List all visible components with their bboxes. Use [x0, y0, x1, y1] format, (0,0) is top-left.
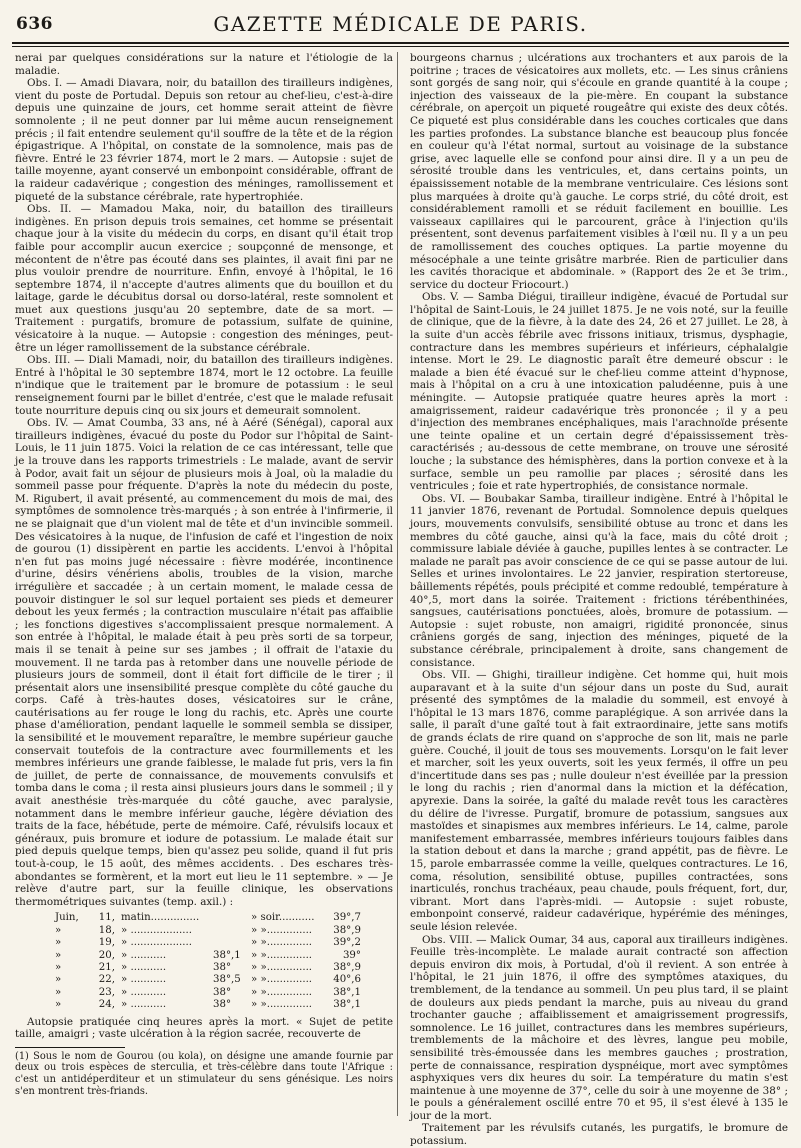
- temperature-table: [55, 912, 393, 1011]
- page-number: 636: [16, 14, 53, 34]
- temperature-row: » 20, » ........... 38°,1 » ».............. 39°: [55, 949, 361, 961]
- observation-5: Obs. V. — Samba Diégui, tirailleur indigène, évacué de Portudal sur l'hôpital de Saint-Louis, le 24 juillet 1875. Je ne vois noté, sur la feuille de clinique, que de la fièvre, à la date des 24, 26 et 27 juillet. Le 28, à la suite d'un accès fébrile avec frissons initiaux, trismus, dysphagie, contracture dans les membres supérieurs et inférieurs, céphalalgie intense. Mort le 29. Le diagnostic paraît être demeuré obscur : le malade a bien été évacué sur le chef-lieu comme atteint d'hypnose, mais à l'hôpital on a cru à une intoxication paludéenne, puis à une méningite. — Autopsie pratiquée quatre heures après la mort : amaigrissement, raideur cadavérique très prononcée ; il y a peu d'injection des membranes encéphaliques, mais l'arachnoïde présente une teinte opaline et un certain degré d'épaississement très-caractérisés ; au-dessous de cette membrane, on trouve une sérosité louche ; la substance des hémisphères, dans la portion convexe et à la surface, semble un peu ramollie par places ; sérosité dans les ventricules ; foie et rate hypertrophiés, de consistance normale.: [410, 291, 788, 493]
- header-rule-thin: [12, 46, 789, 47]
- observation-6: Obs. VI. — Boubakar Samba, tirailleur indigène. Entré à l'hôpital le 11 janvier 1876, revenant de Portudal. Somnolence depuis quelques jours, mouvements convulsifs, sensibilité obtuse au tronc et dans les membres du côté gauche, ainsi qu'à la face, mais du côté droit ; commissure labiale déviée à gauche, pupilles lentes à se contracter. Le malade ne paraît pas avoir conscience de ce qui se passe autour de lui. Selles et urines involontaires. Le 22 janvier, respiration stertoreuse, bâillements répétés, pouls précipité et comme redoublé, température à 40°,5, mort dans la soirée. Traitement : frictions térébenthinées, sangsues, cautérisations ponctuées, aloès, bromure de potassium. — Autopsie : sujet robuste, non amaigri, rigidité prononcée, sinus crâniens gorgés de sang, injection des méninges, piqueté de la substance cérébrale, principalement à droite, sans changement de consistance.: [410, 492, 788, 669]
- left-column: [15, 52, 393, 1122]
- paragraph-continuation: nerai par quelques considérations sur la nature et l'étiologie de la maladie.: [15, 52, 393, 77]
- temperature-row: » 21, » ........... 38° » ».............. 38°,9: [55, 962, 361, 973]
- observation-3: Obs. III. — Diali Mamadi, noir, du bataillon des tirailleurs indigènes. Entré à l'hôpital le 30 septembre 1874, mort le 12 octobre. La feuille n'indique que le traitement par le bromure de potassium : le seul renseignement fourni par le billet d'entrée, c'est que le malade refusait toute nourriture depuis cinq ou six jours et demeurait somnolent.: [15, 354, 393, 417]
- treatment-paragraph: Traitement par les révulsifs cutanés, les purgatifs, le bromure de potassium.: [410, 1122, 788, 1148]
- observation-4: Obs. IV. — Amat Coumba, 33 ans, né à Aéré (Sénégal), caporal aux tirailleurs indigènes, évacué du poste du Podor sur l'hôpital de Saint-Louis, le 11 juin 1875. Voici la relation de ce cas intéressant, telle que je la trouve dans les rapports trimestriels : Le malade, avant de servir à Podor, avait fait un séjour de plusieurs mois à Joal, où la maladie du sommeil passe pour fréquente. D'après la note du médecin du poste, M. Rigubert, il avait présenté, au commencement du mois de mai, des symptômes de somnolence très-marqués ; à son entrée à l'infirmerie, il ne se plaignait que d'un violent mal de tête et d'un invincible sommeil. Des vésicatoires à la nuque, de l'infusion de café et l'ingestion de noix de gourou (1) dissipèrent en partie les accidents. L'envoi à l'hôpital n'en fut pas moins jugé nécessaire : fièvre modérée, incontinence d'urine, désirs vénériens abolis, troubles de la vision, marche irrégulière et saccadée ; à un certain moment, le malade cessa de pouvoir distinguer le sol sur lequel portaient ses pieds et demeurer debout les yeux fermés ; la contraction musculaire n'était pas affaiblie ; les fonctions digestives s'accomplissaient presque normalement. A son entrée à l'hôpital, le malade était à peu près sorti de sa torpeur, mais il se tenait à peine sur ses jambes ; il offrait de l'ataxie du mouvement. Il ne tarda pas à retomber dans une nouvelle période de plusieurs jours de sommeil, dont il était fort difficile de le tirer ; il présentait alors une insensibilité presque complète du côté gauche du corps. Café à très-hautes doses, vésicatoires sur le crâne, cautérisations au fer rouge le long du rachis, etc. Après une courte phase d'amélioration, pendant laquelle le sommeil sembla se dissiper, la sensibilité et le mouvement reparaître, le membre supérieur gauche conservait toutefois de la contracture avec fourmillements et les membres inférieurs une grande faiblesse, le malade fut pris, vers la fin de juillet, de perte de connaissance, de mouvements convulsifs et tomba dans le coma ; il resta ainsi plusieurs jours dans le sommeil ; il y avait anesthésie très-marquée du côté gauche, avec paralysie, notamment dans le membre inférieur gauche, légère déviation des traits de la face, hébétude, perte de mémoire. Café, révulsifs locaux et généraux, puis bromure et iodure de potassium. Le malade était sur pied depuis quelque temps, bien qu'assez peu solide, quand il fut pris tout-à-coup, le 15 août, des mêmes accidents. . Des eschares très-abondantes se formèrent, et la mort eut lieu le 11 septembre. » — Je relève d'autre part, sur la feuille clinique, les observations thermométriques suivantes (temp. axil.) :: [15, 417, 393, 908]
- column-divider: [397, 52, 398, 1116]
- header-rule-thick: [12, 42, 789, 44]
- page-header: [12, 8, 789, 40]
- temperature-row: Juin, 11, matin............... » soir........... 39°,7: [55, 912, 361, 924]
- temperature-row: » 22, » ........... 38°,5 » ».............. 40°,6: [55, 974, 361, 986]
- observation-2: Obs. II. — Mamadou Maka, noir, du bataillon des tirailleurs indigènes. En prison depuis trois semaines, cet homme se présentait chaque jour à la visite du médecin du corps, en disant qu'il était trop faible pour accomplir aucun exercice ; soupçonné de mensonge, et mécontent de n'être pas écouté dans ses plaintes, il avait fini par ne plus vouloir prendre de nourriture. Enfin, envoyé à l'hôpital, le 16 septembre 1874, il n'accepte d'autres aliments que du bouillon et du laitage, garde le décubitus dorsal ou dorso-latéral, reste somnolent et muet aux questions jusqu'au 20 septembre, date de sa mort. — Traitement : purgatifs, bromure de potassium, sulfate de quinine, vésicatoire à la nuque. — Autopsie : congestion des méninges, peut-être un léger ramollissement de la substance cérébrale.: [15, 203, 393, 354]
- autopsy-paragraph: Autopsie pratiquée cinq heures après la mort. « Sujet de petite taille, amaigri ; vaste ulcération à la région sacrée, recouverte de: [15, 1015, 393, 1041]
- footnote-rule: [15, 1047, 125, 1048]
- temperature-row: » 19, » ................... » ».............. 39°,2: [55, 937, 361, 949]
- right-column: [410, 52, 788, 1148]
- temperature-row: » 24, » ........... 38° » ».............. 38°,1: [55, 999, 361, 1011]
- paragraph-continuation: bourgeons charnus ; ulcérations aux trochanters et aux parois de la poitrine ; traces de vésicatoires aux mollets, etc. — Les sinus crâniens sont gorgés de sang noir, qui s'écoule en grande quantité à la coupe ; injection des vaisseaux de la pie-mère. En coupant la substance cérébrale, on aperçoit un piqueté rougeâtre qui existe des deux côtés. Ce piqueté est plus considérable dans les couches corticales que dans les parties profondes. La substance blanche est beaucoup plus foncée en couleur qu'à l'état normal, surtout au voisinage de la substance grise, avec laquelle elle se confond pour ainsi dire. Il y a un peu de sérosité trouble dans les ventricules, et, dans certains points, un épaississement notable de la membrane ventriculaire. Ces lésions sont plus marquées à droite qu'à gauche. Le corps strié, du côté droit, est considérablement ramolli et se réduit facilement en bouillie. Les vaisseaux capillaires qui le parcourent, grâce à l'injection qu'ils présentent, sont devenus parfaitement visibles à l'œil nu. Il y a un peu de ramollissement des couches optiques. La partie moyenne du mésocéphale a une teinte grisâtre marbrée. Rien de particulier dans les cavités thoracique et abdominale. » (Rapport des 2e et 3e trim., service du docteur Friocourt.): [410, 52, 788, 291]
- observation-7: Obs. VII. — Ghighi, tirailleur indigène. Cet homme qui, huit mois auparavant et à la suite d'un séjour dans un poste du Sud, aurait présenté des symptômes de la maladie du sommeil, est envoyé à l'hôpital le 13 mars 1876, comme paraplégique. A son arrivée dans la salle, il paraît d'une gaîté tout à fait extraordinaire, jette sans motifs de grands éclats de rire quand on s'approche de son lit, mais ne parle guère. Couché, il jouit de tous ses mouvements. Lorsqu'on le fait lever et marcher, soit les yeux ouverts, soit les yeux fermés, il offre un peu d'incertitude dans ses pas ; nulle douleur n'est éveillée par la pression le long du rachis ; rien d'anormal dans la miction et la défécation, apyrexie. Dans la soirée, la gaîté du malade revêt tous les caractères du délire de l'ivresse. Purgatif, bromure de potassium, sangsues aux mastoïdes et sinapismes aux membres inférieurs. Le 14, calme, parole manifestement embarrassée, membres inférieurs toujours faibles dans la station debout et dans la marche ; grand appétit, pas de fièvre. Le 15, parole embarrassée comme la veille, quelques contractures. Le 16, coma, résolution, sensibilité obtuse, pupilles contractées, sons inarticulés, ronchus trachéaux, peau chaude, pouls fréquent, fort, dur, vibrant. Mort dans l'après-midi. — Autopsie : sujet robuste, embonpoint conservé, raideur cadavérique, hypérémie des méninges, seule lésion relevée.: [410, 669, 788, 933]
- observation-1: Obs. I. — Amadi Diavara, noir, du bataillon des tirailleurs indigènes, vient du poste de Portudal. Depuis son retour au chef-lieu, c'est-à-dire depuis une quinzaine de jours, cet homme serait atteint de fièvre somnolente ; il ne peut donner par lui même aucun renseignement précis ; il fait entendre seulement qu'il souffre de la tête et de la région épigastrique. A l'hôpital, on constate de la somnolence, mais pas de fièvre. Entré le 23 février 1874, mort le 2 mars. — Autopsie : sujet de taille moyenne, ayant conservé un embonpoint considérable, offrant de la raideur cadavérique ; congestion des méninges, ramollissement et piqueté de la substance cérébrale, rate hypertrophiée.: [15, 77, 393, 203]
- temperature-row: » 18, » ................... » ».............. 38°,9: [55, 924, 361, 936]
- running-title: GAZETTE MÉDICALE DE PARIS.: [213, 12, 588, 36]
- footnote: (1) Sous le nom de Gourou (ou kola), on désigne une amande fournie par deux ou trois espèces de sterculia, et très-célèbre dans toute l'Afrique : c'est un antidéperditeur et un stimulateur du sens génésique. Les noirs s'en montrent très-friands.: [15, 1050, 393, 1097]
- temperature-row: » 23, » ........... 38° » ».............. 38°,1: [55, 986, 361, 998]
- observation-8: Obs. VIII. — Malick Oumar, 34 aus, caporal aux tirailleurs indigènes. Feuille très-incomplète. Le malade aurait contracté son affection depuis environ dix mois, à Portudal, d'où il revient. A son entrée à l'hôpital, le 21 juin 1876, il offre des symptômes ataxiques, du tremblement, de la tendance au sommeil. Un peu plus tard, il se plaint de douleurs aux pieds pendant la marche, puis au niveau du grand trochanter gauche ; affaiblissement et amaigrissement progressifs, somnolence. Le 16 juillet, contractures dans les membres supérieurs, tremblements de la mâchoire et des lèvres, langue peu mobile, sensibilité très-émoussée dans les membres gauches ; prostration, perte de connaissance, respiration dyspnéique, mort avec symptômes asphyxiques vers dix heures du soir. La température du matin s'est maintenue à une moyenne de 37°, celle du soir à une moyenne de 38° ; le pouls a généralement oscillé entre 70 et 95, il s'est élevé à 135 le jour de la mort.: [410, 933, 788, 1122]
